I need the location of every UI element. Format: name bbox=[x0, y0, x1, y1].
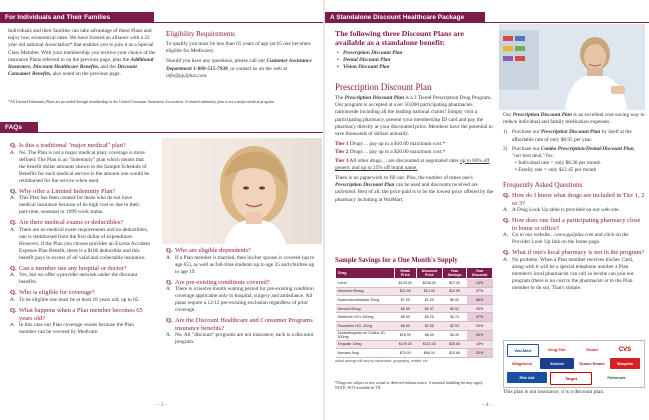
faq-answer: A. To be eligible one must be at least 18 years old, up to 65. bbox=[10, 296, 140, 303]
woman-photo bbox=[162, 138, 322, 244]
table-cell: $3.49 bbox=[442, 330, 466, 340]
table-cell: $16.99 bbox=[395, 330, 417, 340]
table-row bbox=[336, 330, 493, 340]
eligibility-contact: Should you have any questions, please call our Customer Assistance Department 1-800-515-7938, or contact us on the web at info@pp2plus.com. bbox=[166, 58, 312, 79]
table-cell: Hydrochlorothiazide 25mg bbox=[336, 296, 395, 305]
table-title: Sample Savings for a One Month's Supply bbox=[335, 257, 458, 264]
option-1: 1) Purchase our Prescription Discount Plan by itself at the affordable rate of only $8.95 per year. bbox=[503, 129, 632, 143]
table-row bbox=[336, 340, 493, 349]
section-bar-standalone: A Standalone Discount Healthcare Package bbox=[325, 12, 485, 23]
faq-question: Q. Are there medical exams or deductibles? bbox=[10, 219, 124, 227]
table-cell: $8.99 bbox=[395, 304, 417, 313]
rx-title: Prescription Discount Plan bbox=[335, 82, 432, 92]
section-bar-faqs: FAQs bbox=[0, 122, 38, 133]
faq-answer: A. No. All "discount" programs are not insurance, each is a discount program. bbox=[166, 332, 314, 346]
table-cell: $68.34 bbox=[416, 349, 442, 358]
faq-list-1 bbox=[10, 139, 150, 338]
table-cell: $15.66 bbox=[442, 349, 466, 358]
eligibility-title: Eligibility Requirements bbox=[166, 30, 236, 38]
faq-question: Q. What happens when a Plan member becomes 65 years old? bbox=[10, 306, 143, 322]
table-row bbox=[336, 313, 493, 322]
shoprite-logo: Shoprite bbox=[610, 358, 640, 369]
email-link[interactable]: info@pp2plus.com bbox=[166, 72, 207, 79]
faq-answer: A. There are no medical exam requirements and no deductibles, one is reimbursed from the first dollar of expenditure. However, if the Plan you choose provides an Excess Accident Expense Plan Benefit, there is a $100 deductible and this benefit pays in excess of all valid and collectable insurance. bbox=[10, 226, 150, 261]
table-cell: $5.25 bbox=[416, 313, 442, 322]
page-left bbox=[0, 0, 324, 420]
rx-intro: The Prescription Discount Plan is a 3 Tiered Prescription Drug Program. Our program is accepted at over 50,000 participating pharmacies nationwide including all the leading national chains! Simply visit a participating pharmacy, present your membership ID card and pay the pharmacy directly at your discounted price. Members have the potential to save thousands of dollars annually. bbox=[335, 95, 493, 138]
table-cell: 57% bbox=[467, 287, 493, 296]
tier-2: Tier 2 Drugs ... pay up to a $20.00 maximum cost.* bbox=[335, 149, 446, 156]
table-cell: Singulair 10mg bbox=[336, 340, 395, 349]
col-header: Drug bbox=[336, 268, 395, 279]
website-link[interactable]: www.pp2plus.com bbox=[555, 232, 594, 239]
cost-intro: Our Prescription Discount Plan is an excellent cost-saving way to reduce individual and family medication expenses. bbox=[503, 112, 645, 126]
faq-list-2 bbox=[166, 244, 318, 348]
table-cell: Fluoxetine HCL 20mg bbox=[336, 321, 395, 330]
pharmacy-logos bbox=[503, 340, 645, 388]
table-cell: $1.09 bbox=[416, 296, 442, 305]
rate-family: • Family rate = only $12.45 per month bbox=[515, 167, 597, 174]
faq-title: Frequently Asked Questions bbox=[503, 181, 583, 189]
option-2: 2) Purchase our Combo Prescription/Dental/Discount Plan, "our best deal," for: bbox=[503, 145, 635, 160]
section-bar-individuals: For Individuals and Their Families bbox=[0, 12, 154, 23]
table-cell: $12.99 bbox=[442, 287, 466, 296]
table-cell: 14% bbox=[467, 279, 493, 288]
table-header-row bbox=[336, 268, 493, 279]
savings-table-wrap bbox=[335, 267, 493, 363]
rx-section bbox=[335, 82, 495, 207]
plan-item: • Dental Discount Plan bbox=[335, 57, 495, 64]
table-row bbox=[336, 279, 493, 288]
bar-rule bbox=[38, 132, 324, 133]
table-cell: $8.99 bbox=[395, 313, 417, 322]
rx-paperwork: There is no paperwork to fill out. Plus, the number of times one's Prescription Discount Plan can be used and discounts received are unlimited. Best of all, the price paid is to be the lowest price offered by the pharmacy including at WalMart. bbox=[335, 175, 494, 203]
faq-answer: A. No. The Plan is not a major medical plan; coverage is more defined. The Plan is an "Indemnity" plan which means that the benefit dollar amounts shown in the Sample Schedule of Benefits for each medical service is the amount one would be reimbursed for the service when used. bbox=[10, 149, 150, 184]
intro-paragraph: Individuals and their families can take advantage of these Plans and enjoy low, economical rates. We have formed an alliance with a 22 year old national Association* that enables you to join it as a Special Class Member. With your membership you receive your choice of the insurance Plans referred to on the previous page, plus the Additional Insurance, Discount Healthcare Benefits, and the Discount Consumer Benefits, also noted on the previous page. bbox=[8, 28, 156, 78]
faq-question: Q. Who is eligible for coverage? bbox=[10, 289, 95, 297]
duanereade-logo: Duane Reade bbox=[577, 358, 607, 369]
faq-answer: A. Yes, but we offer a provider network under the discount benefits. bbox=[10, 272, 138, 286]
table-cell: 16% bbox=[467, 340, 493, 349]
cvs-logo: CVS bbox=[610, 344, 640, 355]
eligibility-block bbox=[166, 30, 316, 83]
table-cell: Lotrel bbox=[336, 279, 395, 288]
table-cell: $7.99 bbox=[395, 296, 417, 305]
page-right bbox=[325, 0, 649, 420]
faq-answer: A. This Plan has been created for those who do not have medical insurance because of its high cost or due to their part-time, seasonal or 1099 work status. bbox=[10, 195, 140, 216]
table-cell: $2.93 bbox=[442, 321, 466, 330]
faq-question: Q. How do I know what drugs are included in Tier 1, 2 or 3? bbox=[503, 192, 645, 207]
eckerd-logo: Eckerd bbox=[540, 358, 574, 369]
table-cell: $139.00 bbox=[395, 340, 417, 349]
plans-intro bbox=[335, 29, 495, 72]
table-cell: Acetaminophen w/ Codine 30-300mg bbox=[336, 330, 395, 340]
walgreens-logo: Walgreens bbox=[507, 358, 537, 369]
table-cell: $8.99 bbox=[395, 321, 417, 330]
bar-rule bbox=[485, 22, 649, 23]
riteaid-logo: Rite Aid bbox=[507, 372, 547, 383]
table-cell: 86% bbox=[467, 296, 493, 305]
table-cell: $6.90 bbox=[442, 296, 466, 305]
table-row bbox=[336, 349, 493, 358]
plans-list bbox=[335, 50, 495, 72]
faq-question: Q. Why offer a Limited Indemnity Plan? bbox=[10, 187, 116, 195]
table-cell: 29% bbox=[467, 321, 493, 330]
table-cell: Norvasc 5mg bbox=[336, 349, 395, 358]
footnote: *All Limited Indemnity Plans are provided through membership in the United Consumer Awareness Association. A limited indemnity plan is not a major medical program. bbox=[8, 100, 275, 104]
page-number-left: – 3 – bbox=[157, 403, 167, 408]
plan-item: • Prescription Discount Plan bbox=[335, 50, 495, 57]
table-cell: 57% bbox=[467, 313, 493, 322]
table-cell: $22.99 bbox=[395, 287, 417, 296]
faq-question: Q. Are the Discount Healthcare and Consumer Programs insurance benefits? bbox=[166, 317, 313, 332]
faq-answer: A. Go to our website....www.pp2plus.com and click on the Provider Look Up link on the home page. bbox=[503, 232, 629, 246]
faq-question: Q. Are pre-existing conditions covered? bbox=[166, 278, 270, 286]
table-note: actual savings will vary by medication, geography, retailer, etc. bbox=[335, 358, 429, 363]
eligibility-text: To qualify you must be less than 65 years of age (at 65 one becomes eligible for Medicare). bbox=[166, 41, 311, 55]
col-header: Your Discount bbox=[467, 268, 493, 279]
table-cell: 44% bbox=[467, 330, 493, 340]
cost-section bbox=[503, 112, 645, 175]
table-body bbox=[336, 279, 493, 358]
table-cell: $8.49 bbox=[416, 330, 442, 340]
savings-table bbox=[335, 267, 493, 358]
table-cell: $28.65 bbox=[442, 340, 466, 349]
target-logo: Target bbox=[550, 372, 592, 385]
walmart-logo: Wal-Mart bbox=[507, 344, 539, 357]
faq-answer: A. If a Plan member is married, then his/her spouse is covered (up to age 65), as well as full-time students up to age 25 and children up to age 19. bbox=[166, 254, 315, 275]
kmart-logo: Kmart bbox=[577, 344, 607, 355]
tier-1: Tier 1 Drugs ... pay up to a $10.00 maximum cost.* bbox=[335, 141, 446, 148]
bar-rule bbox=[154, 22, 324, 23]
pathmark-logo: Pathmark bbox=[593, 372, 640, 383]
pharmacist-photo bbox=[499, 24, 645, 110]
table-cell: $75.00 bbox=[395, 349, 417, 358]
faq-answer: A. In this case our Plan coverage ceases because the Plan member can be covered by Medicare. bbox=[10, 322, 134, 336]
table-cell: $17.00 bbox=[442, 279, 466, 288]
col-header: Retail Price bbox=[395, 268, 417, 279]
page-number-right: – 4 – bbox=[482, 403, 492, 408]
plans-heading: The following three Discount Plans are available as a standalone benefit: bbox=[335, 29, 465, 47]
table-cell: $10.00 bbox=[416, 287, 442, 296]
table-cell: 20% bbox=[467, 349, 493, 358]
woman-illustration bbox=[162, 138, 322, 244]
table-row bbox=[336, 321, 493, 330]
table-cell: Albuterol 90mcg bbox=[336, 287, 395, 296]
faq-question: Q. Is this a traditional "major medical" plan? bbox=[10, 142, 126, 149]
rate-individual: • Individual rate = only $8.30 per month bbox=[515, 160, 601, 167]
rates-list bbox=[503, 160, 645, 174]
table-cell: $2.47 bbox=[416, 304, 442, 313]
table-cell: $3.74 bbox=[442, 313, 466, 322]
plan-item: • Vision Discount Plan bbox=[335, 64, 495, 71]
faq-answer: A. A Drug Look Up table is provided on our web site. bbox=[503, 207, 620, 214]
table-cell: 25% bbox=[467, 304, 493, 313]
table-cell: $110.35 bbox=[416, 340, 442, 349]
col-header: Your Savings bbox=[442, 268, 466, 279]
table-cell: $2.96 bbox=[416, 321, 442, 330]
faq-question: Q. Can a member use any hospital or doctor? bbox=[10, 264, 127, 272]
faq-question: Q. How does one find a participating pharmacy close to home or office? bbox=[503, 217, 641, 232]
table-cell: $2.52 bbox=[442, 304, 466, 313]
table-row bbox=[336, 296, 493, 305]
rx-footnote: *Drugs are subject to tier, actual or deferred without notice. A nominal handling fee may apply. NOTE: NOT available in TN. bbox=[335, 381, 484, 390]
pharmacist-illustration bbox=[499, 24, 645, 110]
drugfair-logo: Drug Fair bbox=[540, 344, 574, 355]
faq-question: Q. Who are eligible dependents? bbox=[166, 247, 251, 254]
table-cell: $125.00 bbox=[395, 279, 417, 288]
faq-list-right bbox=[503, 189, 645, 294]
table-row bbox=[336, 304, 493, 313]
col-header: Discount Price bbox=[416, 268, 442, 279]
tier-3: Tier 3 All other drugs ... are discounted at negotiated rates up to 60% off generic and up to 25% off brand name. bbox=[335, 157, 490, 171]
table-cell: $108.00 bbox=[416, 279, 442, 288]
faq-answer: A. No problem. When a Plan member receives his/her Card, along with it will be a special telephone number a Plan member's local pharmacist can call so he/she can join our program (there is no cost to the pharmacist or to the Plan member to do so). That's simple. bbox=[503, 256, 634, 291]
faq-answer: A. There is a twelve month waiting period for pre-existing condition coverage applicable only to hospital, surgery and ambulance. All plans require a 12/12 pre-existing exclusion regardless of prior coverage. bbox=[166, 286, 314, 314]
table-cell: Metformin HCL 500mg bbox=[336, 313, 395, 322]
table-cell: Atenolol 50mg bbox=[336, 304, 395, 313]
faq-question: Q. What if one's local pharmacy is not in the program? bbox=[503, 249, 645, 257]
closing-note: This plan is not insurance, it is a discount plan. bbox=[503, 389, 605, 395]
table-row bbox=[336, 287, 493, 296]
